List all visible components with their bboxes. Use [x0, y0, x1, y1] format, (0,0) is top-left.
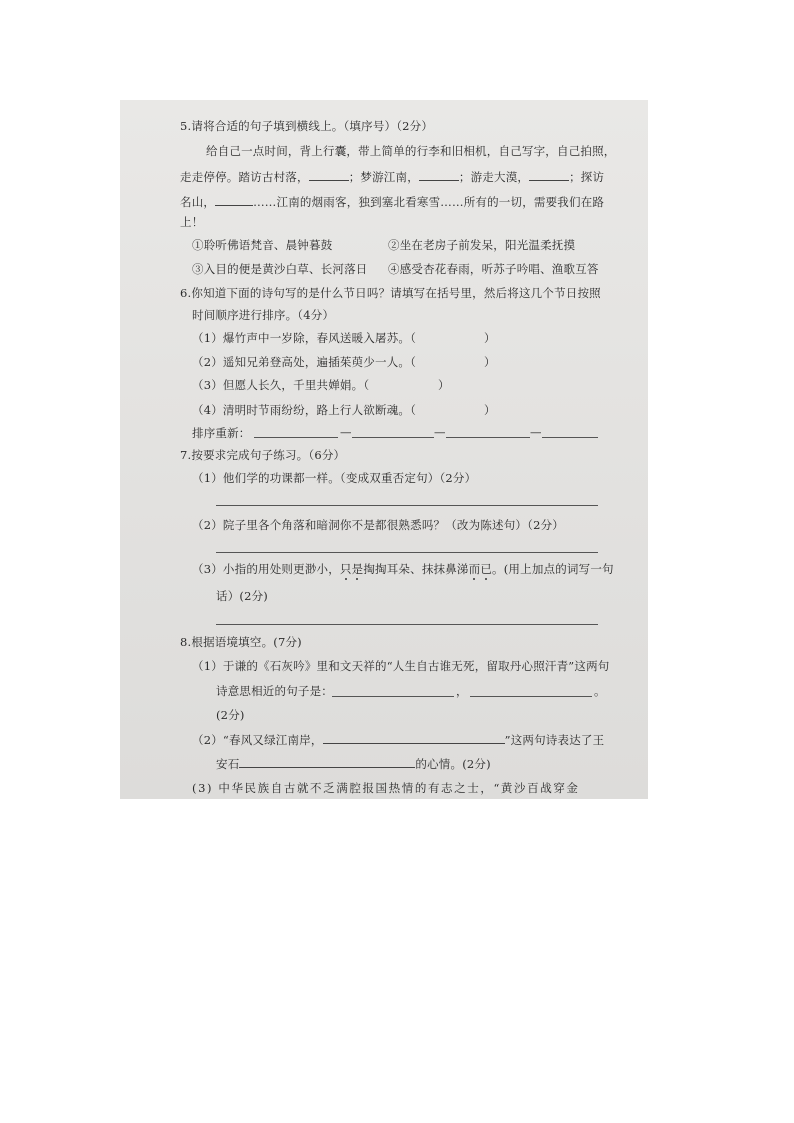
q7-item-2: （2）院子里各个角落和暗洞你不是都很熟悉吗？（改为陈述句）（2分） [192, 518, 564, 532]
q8-item-1-score: (2分) [216, 708, 245, 722]
q7-item-3: （3）小指的用处则更渺小，只是掏掏耳朵、抹抹鼻涕而已。(用上加点的词写一句 [192, 562, 614, 576]
q7-answer-line-1[interactable] [216, 505, 598, 506]
q7-item-3-line-2: 话）(2分) [216, 589, 268, 603]
q8-item-1-comma: ， [456, 684, 468, 698]
q6-item-1: （1）爆竹声中一岁除，春风送暖入屠苏。（ [192, 331, 417, 345]
q6-title-line-2: 时间顺序进行排序。（4分） [192, 308, 335, 322]
q8-title: 8.根据语境填空。(7分) [180, 635, 302, 649]
q6-item-3-close: ） [438, 378, 450, 392]
exam-page-photo [120, 100, 648, 799]
q6-item-4: （4）清明时节雨纷纷，路上行人欲断魂。（ [192, 403, 417, 417]
q7-title: 7.按要求完成句子练习。（6分） [180, 448, 346, 462]
q5-option-2: ②坐在老房子前发呆，阳光温柔抚摸 [388, 238, 576, 252]
q8-item-2-blank-1[interactable] [323, 732, 505, 744]
q8-item-1-blank-1[interactable] [332, 696, 454, 697]
q5-blank-1[interactable] [309, 169, 349, 181]
q6-title-line-1: 6.你知道下面的诗句写的是什么节日吗？请填写在括号里，然后将这几个节日按照 [180, 286, 601, 300]
q5-paragraph-line-1: 给自己一点时间，背上行囊，带上简单的行李和旧相机，自己写字，自己拍照， [206, 144, 616, 158]
q5-option-4: ④感受杏花春雨，听苏子吟唱、渔歌互答 [388, 262, 599, 276]
q6-sort-dash-3: — [530, 425, 542, 439]
q6-sort-label: 排序重新： [192, 426, 251, 440]
q6-sort-dash-2: — [434, 425, 446, 439]
q8-item-3-line-1: (3) 中华民族自古就不乏满腔报国热情的有志之士，“黄沙百战穿金 [192, 781, 580, 795]
q5-option-1: ①聆听佛语梵音、晨钟暮鼓 [192, 238, 333, 252]
q5-paragraph-line-2: 走走停停。踏访古村落， ；梦游江南， ；游走大漠， ；探访 [180, 170, 605, 184]
q6-sort-blank-1[interactable] [254, 437, 338, 438]
q5-blank-2[interactable] [419, 169, 459, 181]
q6-sort-blank-2[interactable] [352, 437, 434, 438]
q8-item-1-period: 。 [594, 684, 606, 698]
q7-answer-line-3[interactable] [216, 624, 598, 625]
q8-item-2-blank-2[interactable] [239, 756, 415, 768]
q6-item-2: （2）遥知兄弟登高处，遍插茱萸少一人。（ [192, 355, 417, 369]
q7-answer-line-2[interactable] [216, 552, 598, 553]
q6-item-2-close: ） [484, 355, 496, 369]
q6-sort-dash-1: — [340, 425, 352, 439]
q8-item-1-line-2: 诗意思相近的句子是： [216, 684, 333, 698]
q6-item-3: （3）但愿人长久，千里共婵娟。（ [192, 378, 370, 392]
q5-paragraph-line-4: 上！ [180, 215, 204, 229]
q5-paragraph-line-3: 名山， ……江南的烟雨客，独到塞北看寒雪……所有的一切，需要我们在路 [180, 195, 605, 209]
q5-option-3: ③入目的便是黄沙白草、长河落日 [192, 262, 368, 276]
q5-blank-3[interactable] [529, 169, 569, 181]
q7-item-1: （1）他们学的功课都一样。（变成双重否定句）（2分） [192, 471, 477, 485]
q8-item-1-line-1: （1）于谦的《石灰吟》里和文天祥的“人生自古谁无死，留取丹心照汗青”这两句 [192, 659, 610, 673]
q6-sort-blank-4[interactable] [542, 437, 598, 438]
q6-item-4-close: ） [484, 403, 496, 417]
q6-sort-blank-3[interactable] [446, 437, 530, 438]
q8-item-1-blank-2[interactable] [470, 696, 592, 697]
q6-item-1-close: ） [484, 331, 496, 345]
q8-item-2-line-2: 安石 的心情。(2分) [216, 757, 491, 771]
q5-blank-4[interactable] [215, 194, 253, 206]
q8-item-2-line-1: （2）“春风又绿江南岸， ”这两句诗表达了王 [192, 733, 605, 747]
q5-title: 5.请将合适的句子填到横线上。（填序号）（2分） [180, 119, 434, 133]
